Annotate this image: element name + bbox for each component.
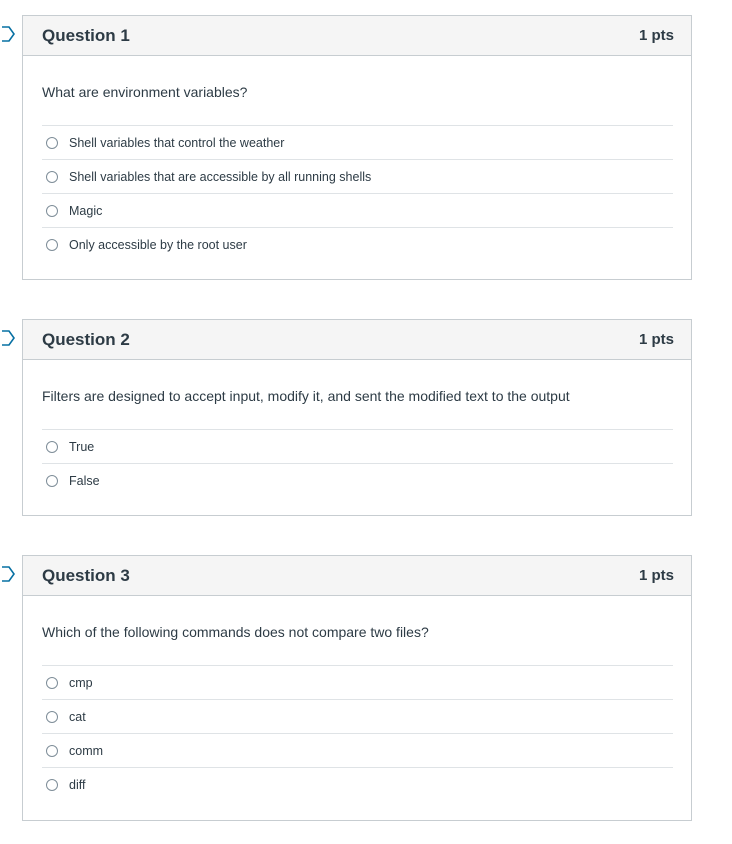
radio-button[interactable] bbox=[46, 475, 58, 487]
question-title: Question 1 bbox=[42, 25, 130, 45]
answer-label: False bbox=[69, 473, 100, 488]
question-3 bbox=[22, 555, 692, 821]
radio-button[interactable] bbox=[46, 137, 58, 149]
question-header bbox=[23, 16, 691, 56]
answer-list bbox=[42, 125, 673, 261]
answer-option[interactable] bbox=[42, 125, 673, 159]
question-points: 1 pts bbox=[638, 567, 674, 584]
answer-option[interactable] bbox=[42, 159, 673, 193]
answer-list bbox=[42, 429, 673, 497]
question-body bbox=[23, 360, 691, 497]
answer-list bbox=[42, 665, 673, 801]
answer-option[interactable] bbox=[42, 429, 673, 463]
question-points: 1 pts bbox=[638, 27, 674, 44]
radio-button[interactable] bbox=[46, 171, 58, 183]
answer-option[interactable] bbox=[42, 665, 673, 699]
answer-label: Shell variables that control the weather bbox=[69, 135, 285, 150]
answer-label: comm bbox=[69, 743, 104, 758]
question-body bbox=[23, 596, 691, 801]
question-text: Filters are designed to accept input, modify it, and sent the modified text to the output bbox=[42, 388, 570, 404]
answer-option[interactable] bbox=[42, 699, 673, 733]
radio-button[interactable] bbox=[46, 205, 58, 217]
radio-button[interactable] bbox=[46, 711, 58, 723]
answer-option[interactable] bbox=[42, 193, 673, 227]
radio-button[interactable] bbox=[46, 441, 58, 453]
answer-label: diff bbox=[69, 777, 86, 792]
answer-label: Only accessible by the root user bbox=[69, 237, 247, 252]
question-2 bbox=[22, 319, 692, 516]
question-text: What are environment variables? bbox=[42, 84, 248, 100]
question-title: Question 3 bbox=[42, 565, 130, 585]
question-text: Which of the following commands does not compare two files? bbox=[42, 624, 429, 640]
answer-label: Shell variables that are accessible by all running shells bbox=[69, 169, 372, 184]
answer-label: cat bbox=[69, 709, 86, 724]
answer-option[interactable] bbox=[42, 767, 673, 801]
flag-question-icon[interactable] bbox=[1, 26, 15, 42]
question-body bbox=[23, 56, 691, 261]
flag-question-icon[interactable] bbox=[1, 566, 15, 582]
question-1 bbox=[22, 15, 692, 280]
flag-question-icon[interactable] bbox=[1, 330, 15, 346]
radio-button[interactable] bbox=[46, 779, 58, 791]
radio-button[interactable] bbox=[46, 239, 58, 251]
answer-label: Magic bbox=[69, 203, 103, 218]
answer-label: True bbox=[69, 439, 95, 454]
question-header bbox=[23, 320, 691, 360]
answer-option[interactable] bbox=[42, 733, 673, 767]
answer-label: cmp bbox=[69, 675, 93, 690]
question-title: Question 2 bbox=[42, 329, 130, 349]
answer-option[interactable] bbox=[42, 463, 673, 497]
radio-button[interactable] bbox=[46, 677, 58, 689]
answer-option[interactable] bbox=[42, 227, 673, 261]
question-points: 1 pts bbox=[638, 331, 674, 348]
radio-button[interactable] bbox=[46, 745, 58, 757]
question-header bbox=[23, 556, 691, 596]
